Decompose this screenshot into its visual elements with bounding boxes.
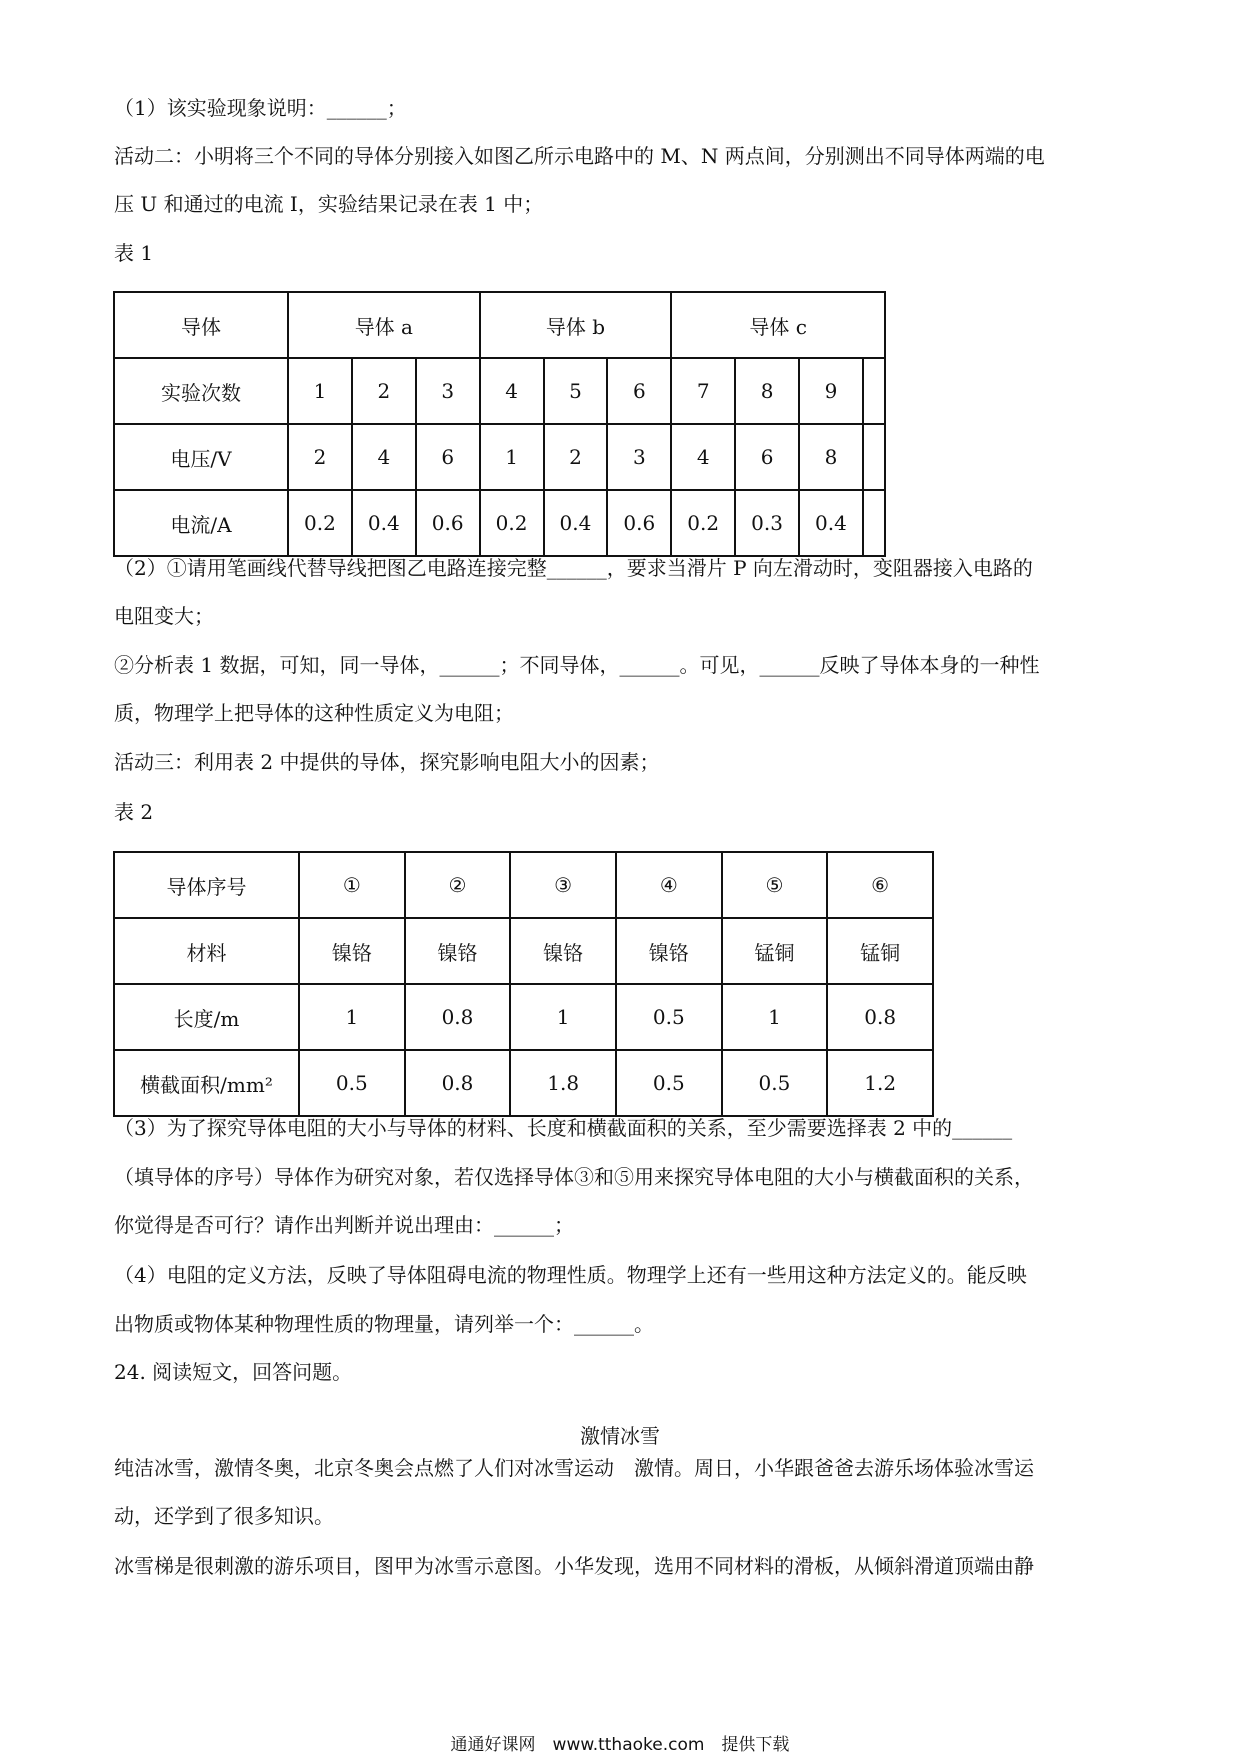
table-row: [114, 852, 933, 918]
table-cell: ③: [510, 852, 616, 918]
table-cell: 9: [799, 358, 863, 424]
row-label: 电流/A: [114, 490, 288, 556]
table-cell: 镍铬: [510, 918, 616, 984]
text-line: 活动二：小明将三个不同的导体分别接入如图乙所示电路中的 M、N 两点间，分别测出不同导体两端的电: [114, 144, 1045, 168]
table-cell: 5: [544, 358, 608, 424]
table-cell: 2: [544, 424, 608, 490]
table-cell: 0.6: [607, 490, 671, 556]
table-cell: 3: [607, 424, 671, 490]
table-cell: 1.8: [510, 1050, 616, 1116]
text-line: 电阻变大；: [114, 604, 214, 628]
table-header-cell: 导体 c: [671, 292, 885, 358]
table-cell: 0.4: [544, 490, 608, 556]
table-cell: 0.2: [480, 490, 544, 556]
table-cell: 0.4: [352, 490, 416, 556]
table-header-cell: 导体 b: [480, 292, 672, 358]
table-cell: [863, 424, 885, 490]
table-cell: 0.4: [799, 490, 863, 556]
table-cell: 2: [288, 424, 352, 490]
table-cell: 8: [735, 358, 799, 424]
text-line: （4）电阻的定义方法，反映了导体阻碍电流的物理性质。物理学上还有一些用这种方法定义的。能反映: [114, 1263, 1027, 1287]
table-cell: 0.8: [405, 984, 511, 1050]
page-footer: 通通好课网 www.tthaoke.com 提供下载: [450, 1735, 790, 1755]
table-cell: [863, 490, 885, 556]
table-cell: 0.2: [671, 490, 735, 556]
text-line: 活动三：利用表 2 中提供的导体，探究影响电阻大小的因素；: [114, 750, 660, 774]
text-line: （1）该实验现象说明：______；: [114, 96, 407, 120]
table-row: [114, 1050, 933, 1116]
text-line: 表 2: [114, 800, 154, 824]
table-2: [113, 851, 934, 1117]
table-cell: 0.5: [616, 984, 722, 1050]
table-cell: 0.5: [722, 1050, 828, 1116]
table-cell: 0.8: [827, 984, 933, 1050]
text-line: 你觉得是否可行？请作出判断并说出理由：______；: [114, 1213, 574, 1237]
row-label: 实验次数: [114, 358, 288, 424]
text-line: （2）①请用笔画线代替导线把图乙电路连接完整______，要求当滑片 P 向左滑动时，变阻器接入电路的: [114, 556, 1033, 580]
table-cell: ④: [616, 852, 722, 918]
table-cell: 6: [416, 424, 480, 490]
table-cell: ①: [299, 852, 405, 918]
table-cell: 3: [416, 358, 480, 424]
row-label: 长度/m: [114, 984, 299, 1050]
table-cell: 镍铬: [616, 918, 722, 984]
table-row: [114, 984, 933, 1050]
table-cell: 7: [671, 358, 735, 424]
table-cell: 1: [480, 424, 544, 490]
table-1: [113, 291, 886, 557]
table-cell: 1.2: [827, 1050, 933, 1116]
table-cell: 1: [288, 358, 352, 424]
table-cell: ②: [405, 852, 511, 918]
table-cell: 4: [480, 358, 544, 424]
text-line: 冰雪梯是很刺激的游乐项目，图甲为冰雪示意图。小华发现，选用不同材料的滑板，从倾斜滑道顶端由静: [114, 1554, 1034, 1578]
text-line: 表 1: [114, 241, 154, 265]
table-header-cell: 导体: [114, 292, 288, 358]
text-line: （3）为了探究导体电阻的大小与导体的材料、长度和横截面积的关系，至少需要选择表 2 中的______: [114, 1116, 1013, 1140]
table-cell: ⑤: [722, 852, 828, 918]
table-cell: 0.2: [288, 490, 352, 556]
table-cell: ⑥: [827, 852, 933, 918]
text-line: 动，还学到了很多知识。: [114, 1504, 334, 1528]
table-row: [114, 490, 885, 556]
row-label: 横截面积/mm²: [114, 1050, 299, 1116]
table-row: [114, 918, 933, 984]
article-title: 激情冰雪: [580, 1424, 660, 1448]
table-row: [114, 358, 885, 424]
table-cell: 锰铜: [827, 918, 933, 984]
table-cell: 0.5: [299, 1050, 405, 1116]
table-cell: 锰铜: [722, 918, 828, 984]
row-label: 电压/V: [114, 424, 288, 490]
table-cell: 4: [671, 424, 735, 490]
table-cell: 0.8: [405, 1050, 511, 1116]
table-cell: 1: [510, 984, 616, 1050]
table-cell: [863, 358, 885, 424]
table-cell: 6: [735, 424, 799, 490]
table-cell: 0.6: [416, 490, 480, 556]
text-line: 纯洁冰雪，激情冬奥，北京冬奥会点燃了人们对冰雪运动 激情。周日，小华跟爸爸去游乐场体验冰雪运: [114, 1456, 1034, 1480]
table-header-cell: 导体 a: [288, 292, 480, 358]
table-row: [114, 424, 885, 490]
table-cell: 1: [299, 984, 405, 1050]
text-line: 压 U 和通过的电流 I，实验结果记录在表 1 中；: [114, 192, 544, 216]
table-cell: 1: [722, 984, 828, 1050]
table-cell: 镍铬: [405, 918, 511, 984]
table-cell: 镍铬: [299, 918, 405, 984]
text-line: 质，物理学上把导体的这种性质定义为电阻；: [114, 701, 514, 725]
row-label: 材料: [114, 918, 299, 984]
text-line: ②分析表 1 数据，可知，同一导体，______；不同导体，______。可见，______反映了导体本身的一种性: [114, 653, 1040, 677]
text-line: （填导体的序号）导体作为研究对象，若仅选择导体③和⑤用来探究导体电阻的大小与横截面积的关系，: [114, 1165, 1034, 1189]
table-cell: 0.3: [735, 490, 799, 556]
table-cell: 6: [607, 358, 671, 424]
text-line: 出物质或物体某种物理性质的物理量，请列举一个：______。: [114, 1312, 654, 1336]
text-line: 24. 阅读短文，回答问题。: [114, 1360, 353, 1384]
row-label: 导体序号: [114, 852, 299, 918]
table-cell: 2: [352, 358, 416, 424]
table-cell: 0.5: [616, 1050, 722, 1116]
table-row: [114, 292, 885, 358]
table-cell: 8: [799, 424, 863, 490]
table-cell: 4: [352, 424, 416, 490]
